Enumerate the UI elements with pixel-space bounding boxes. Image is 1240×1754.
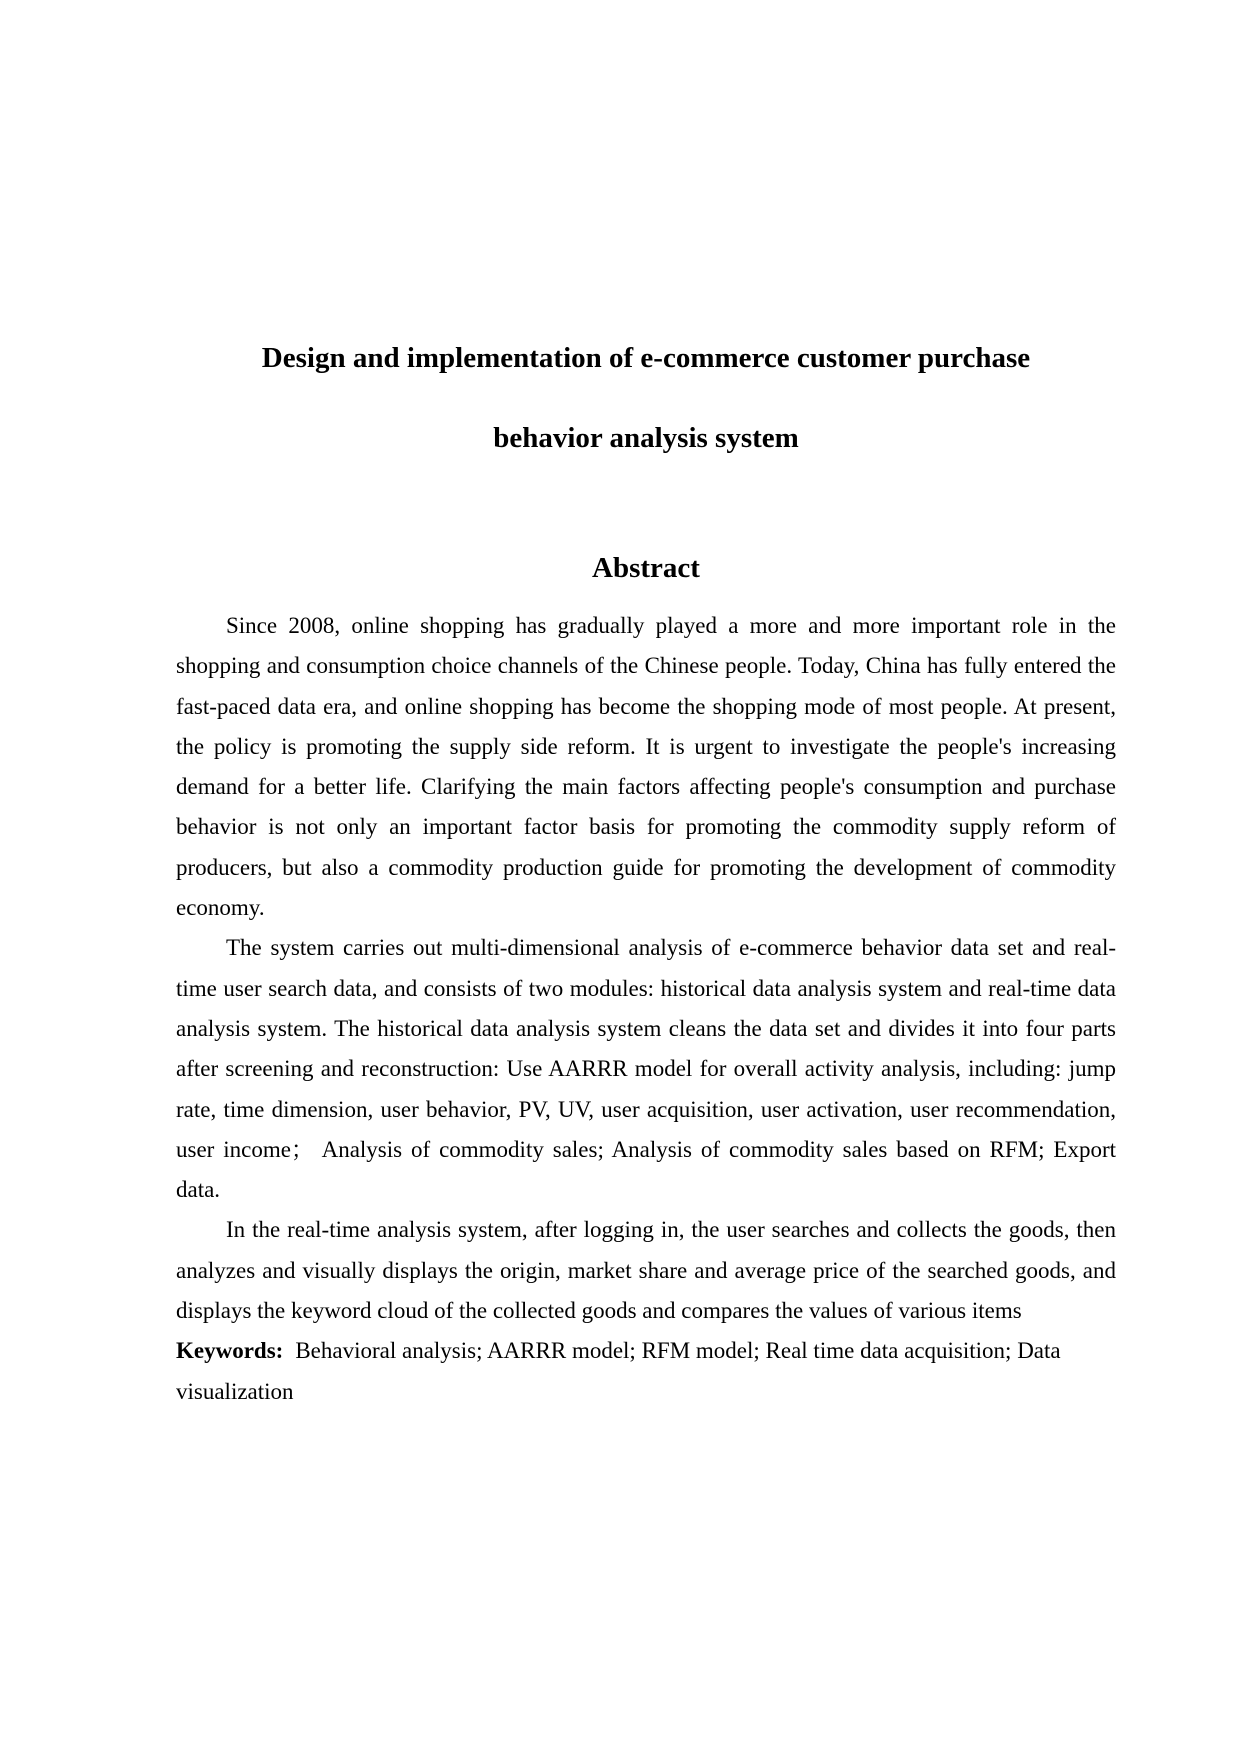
keywords-line xyxy=(176,1331,1116,1412)
abstract-paragraph-2: The system carries out multi-dimensional analysis of e-commerce behavior data set and real-time user search data, and consists of two modules: historical data analysis system and real-time data analysis system. The historical data analysis system cleans the data set and divides it into four parts after screening and reconstruction: Use AARRR model for overall activity analysis, including: jump rate, time dimension, user behavior, PV, UV, user acquisition, user activation, user recommendation, user income； Analysis of commodity sales; Analysis of commodity sales based on RFM; Export data. xyxy=(176,935,1116,1203)
keywords-label: Keywords: xyxy=(176,1338,284,1364)
title-line-1: Design and implementation of e-commerce customer purchase xyxy=(261,342,1031,374)
title-line-2: behavior analysis system xyxy=(493,422,799,454)
abstract-heading: Abstract xyxy=(592,552,700,584)
paper-title xyxy=(176,318,1116,478)
abstract-body xyxy=(176,606,1116,1412)
abstract-paragraph-1: Since 2008, online shopping has gradually played a more and more important role in the shopping and consumption choice channels of the Chinese people. Today, China has fully entered the fast-paced data era, and online shopping has become the shopping mode of most people. At present, the policy is promoting the supply side reform. It is urgent to investigate the people's increasing demand for a better life. Clarifying the main factors affecting people's consumption and purchase behavior is not only an important factor basis for promoting the commodity supply reform of producers, but also a commodity production guide for promoting the development of commodity economy. xyxy=(176,613,1116,921)
abstract-paragraph-3: In the real-time analysis system, after logging in, the user searches and collects the goods, then analyzes and visually displays the origin, market share and average price of the searched goods, and displays the keyword cloud of the collected goods and compares the values of various items xyxy=(176,1217,1116,1324)
keywords-text: Behavioral analysis; AARRR model; RFM model; Real time data acquisition; Data visualization xyxy=(176,1338,1061,1404)
